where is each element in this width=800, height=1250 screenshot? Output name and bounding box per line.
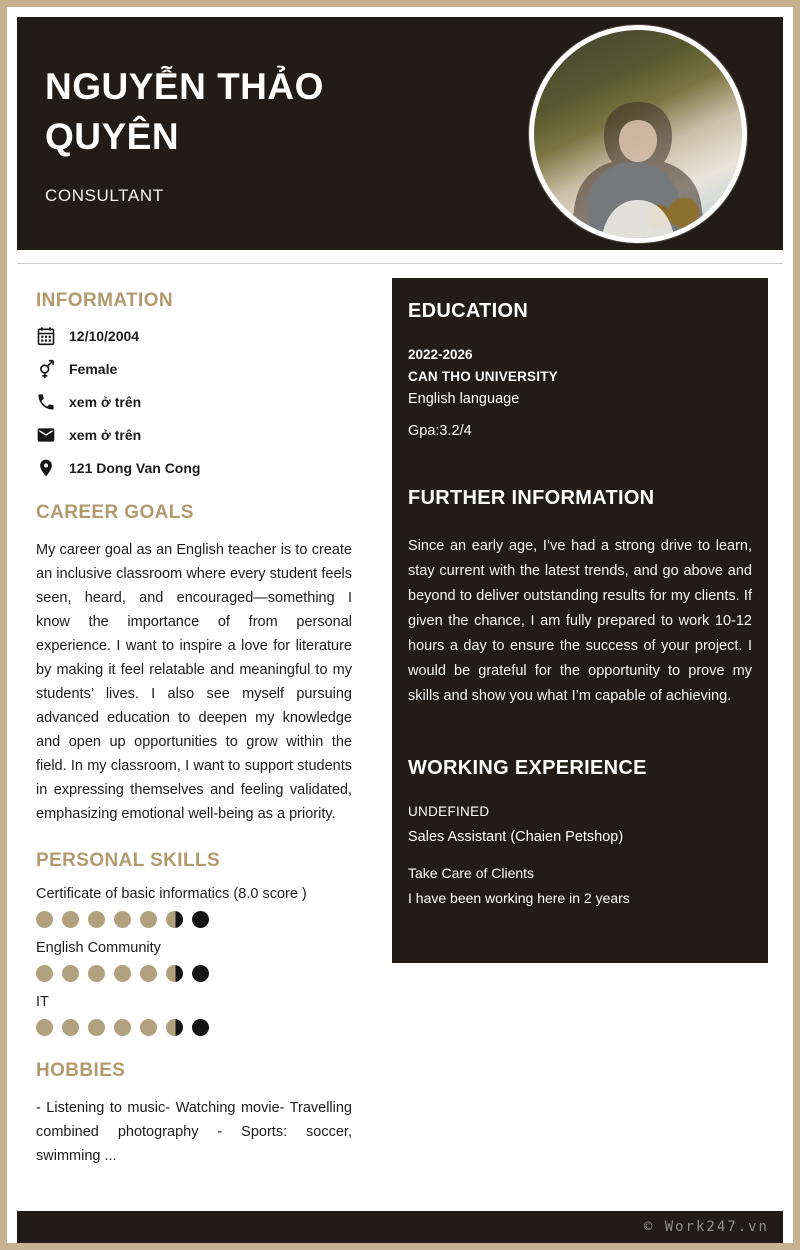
- skill-dot: [114, 911, 131, 928]
- skill-dot: [140, 1019, 157, 1036]
- education-gpa: Gpa:3.2/4: [408, 423, 472, 439]
- profile-photo: [529, 25, 747, 243]
- header: [17, 17, 783, 250]
- skill-dot: [36, 965, 53, 982]
- experience-period: UNDEFINED: [408, 804, 490, 819]
- left-column: [36, 278, 352, 1168]
- skill-dot: [114, 965, 131, 982]
- experience-role: Sales Assistant (Chaien Petshop): [408, 829, 624, 845]
- email-icon: [36, 425, 56, 445]
- gender-value: Female: [69, 361, 118, 377]
- person-silhouette-icon: [553, 94, 723, 243]
- skill-row: [36, 886, 352, 928]
- information-heading: INFORMATION: [36, 290, 174, 311]
- info-item-address: [36, 458, 352, 478]
- phone-value: xem ở trên: [69, 394, 142, 410]
- career-goals-heading: CAREER GOALS: [36, 502, 194, 523]
- experience-detail: Take Care of Clients: [408, 865, 535, 881]
- header-text: [45, 62, 405, 206]
- skill-name: IT: [36, 994, 49, 1010]
- address-value: 121 Dong Van Cong: [69, 460, 201, 476]
- skill-dot: [166, 911, 183, 928]
- gender-icon: [36, 359, 56, 379]
- skill-dot: [192, 911, 209, 928]
- skill-dot: [62, 965, 79, 982]
- skill-dot: [62, 911, 79, 928]
- info-item-phone: [36, 392, 352, 412]
- skill-dot: [88, 965, 105, 982]
- education-major: English language: [408, 391, 520, 407]
- skill-row: [36, 994, 352, 1036]
- skill-dot: [192, 965, 209, 982]
- skill-dot: [140, 911, 157, 928]
- header-divider: [17, 263, 783, 264]
- job-title: CONSULTANT: [45, 185, 164, 205]
- skill-dot: [140, 965, 157, 982]
- personal-skills-heading: PERSONAL SKILLS: [36, 850, 221, 871]
- calendar-icon: [36, 326, 56, 346]
- location-icon: [36, 458, 56, 478]
- email-value: xem ở trên: [69, 427, 142, 443]
- skill-name: English Community: [36, 940, 161, 956]
- skill-dot: [114, 1019, 131, 1036]
- education-heading: EDUCATION: [408, 300, 529, 322]
- skill-rating: [36, 965, 352, 982]
- footer: [17, 1211, 783, 1243]
- right-column: [392, 278, 768, 963]
- info-list: [36, 326, 352, 478]
- hobbies-text: - Listening to music- Watching movie- Travelling combined photography - Sports: soccer, swimming ...: [36, 1100, 352, 1164]
- content-columns: [17, 278, 783, 1168]
- skill-name: Certificate of basic informatics (8.0 score ): [36, 886, 307, 902]
- skill-dot: [88, 1019, 105, 1036]
- skill-dot: [166, 1019, 183, 1036]
- education-period: 2022-2026: [408, 347, 473, 362]
- info-item-birthdate: [36, 326, 352, 346]
- further-information-text: Since an early age, I’ve had a strong drive to learn, stay current with the latest trends, and go above and beyond to deliver outstanding results for my clients. If given the chance, I am fully prepared to work 10-12 hours a day to ensure the success of your project. I would be grateful for the opportunity to prove my skills and show you what I’m capable of achieving.: [408, 538, 752, 704]
- person-name: NGUYỄN THẢO QUYÊN: [45, 65, 324, 157]
- skill-dot: [62, 1019, 79, 1036]
- working-experience-heading: WORKING EXPERIENCE: [408, 757, 647, 779]
- experience-detail: I have been working here in 2 years: [408, 890, 630, 906]
- skill-dot: [36, 1019, 53, 1036]
- further-information-heading: FURTHER INFORMATION: [408, 487, 655, 509]
- skill-dot: [36, 911, 53, 928]
- career-goals-text: My career goal as an English teacher is to create an inclusive classroom where every student feels seen, heard, and encouraged—something I know the importance of from personal experience. I want to inspire a love for literature by making it feel relatable and meaningful to my students’ lives. I also see myself pursuing advanced education to deepen my knowledge and open up opportunities to grow within the field. In my classroom, I want to support students in expressing themselves and feeling validated, emphasizing emotional well-being as a priority.: [36, 542, 352, 822]
- skill-dot: [88, 911, 105, 928]
- birthdate-value: 12/10/2004: [69, 328, 140, 344]
- skill-rating: [36, 911, 352, 928]
- hobbies-heading: HOBBIES: [36, 1060, 126, 1081]
- watermark: © Work247.vn: [643, 1219, 769, 1235]
- skill-row: [36, 940, 352, 982]
- skill-dot: [166, 965, 183, 982]
- info-item-gender: [36, 359, 352, 379]
- education-school: CAN THO UNIVERSITY: [408, 369, 558, 384]
- info-item-email: [36, 425, 352, 445]
- phone-icon: [36, 392, 56, 412]
- skill-dot: [192, 1019, 209, 1036]
- skill-rating: [36, 1019, 352, 1036]
